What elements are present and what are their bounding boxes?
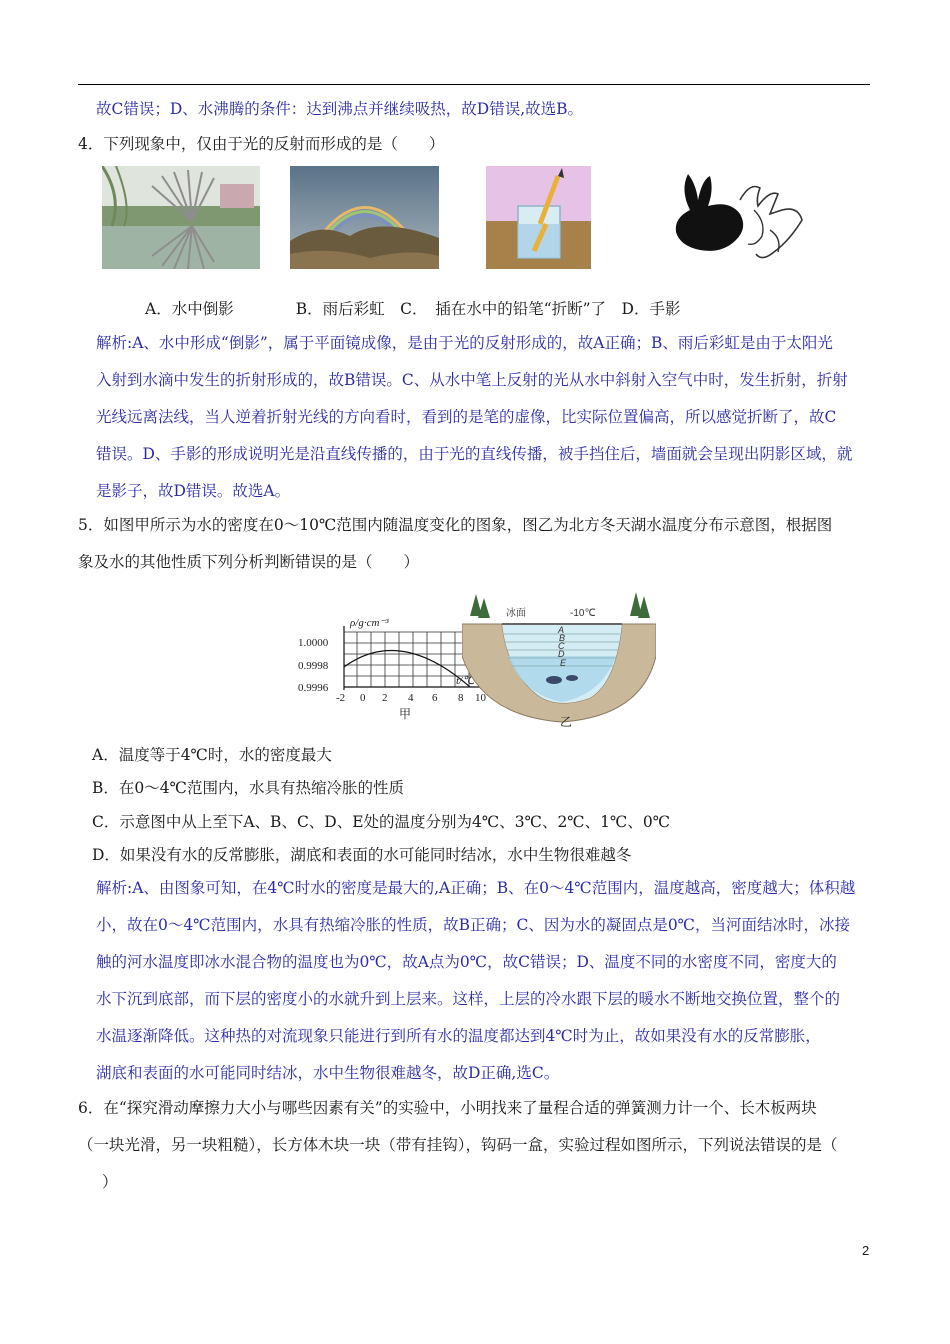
layer-label-e: E [560, 658, 567, 668]
layer-label-a: A [558, 625, 565, 635]
figure-caption-yi: 乙 [560, 715, 573, 728]
layer-label-b: B [559, 633, 566, 643]
q5-option-b: B．在0～4℃范围内，水具有热缩冷胀的性质 [92, 779, 404, 797]
air-temperature-label: -10℃ [570, 608, 596, 619]
header-rule [78, 84, 870, 85]
q5-explanation-line-2: 小，故在0～4℃范围内，水具有热缩冷胀的性质，故B正确；C、因为水的凝固点是0℃，当河面结冰时，冰接 [96, 916, 851, 934]
layer-label-d: D [558, 649, 565, 659]
ice-surface-label: 冰面 [506, 608, 526, 619]
q5-explanation-line-3: 触的河水温度即冰水混合物的温度也为0℃，故A点为0℃，故C错误；D、温度不同的水密度不同，密度大的 [96, 953, 837, 971]
q5-option-c: C．示意图中从上至下A、B、C、D、E处的温度分别为4℃、3℃、2℃、1℃、0℃ [92, 813, 671, 831]
q5-explanation-line-1: 解析:A、由图象可知，在4℃时水的密度是最大的,A正确；B、在0～4℃范围内，温度越高，密度越大；体积越 [96, 879, 856, 897]
q5-stem-line-2: 象及水的其他性质下列分析判断错误的是（ ） [78, 553, 420, 571]
q5-explanation-line-5: 水温逐渐降低。这种热的对流现象只能进行到所有水的温度都达到4℃时为止，故如果没有水的反常膨胀， [96, 1027, 821, 1045]
y-tick-1: 1.0000 [298, 637, 329, 649]
lake-temperature-diagram [462, 586, 656, 728]
y-tick-3: 0.9996 [298, 682, 329, 694]
q6-stem-line-1: 6．在“探究滑动摩擦力大小与哪些因素有关”的实验中，小明找来了量程合适的弹簧测力计一个、长木板两块 [78, 1099, 817, 1117]
y-tick-2: 0.9998 [298, 660, 329, 672]
prev-question-ending: 故C错误；D、水沸腾的条件：达到沸点并继续吸热，故D错误,故选B。 [96, 100, 584, 118]
q5-option-d: D．如果没有水的反常膨胀，湖底和表面的水可能同时结冰，水中生物很难越冬 [92, 846, 632, 864]
graph-y-axis-label: ρ/g·cm⁻³ [350, 617, 389, 629]
q5-option-a: A．温度等于4℃时，水的密度最大 [92, 746, 332, 764]
rainbow-photo [290, 166, 439, 269]
q4-explanation-line-3: 光线远离法线，当人逆着折射光线的方向看时，看到的是笔的虚像，比实际位置偏高，所以感觉折断了，故C [96, 408, 837, 426]
x-tick-1: -2 [336, 692, 346, 704]
q4-explanation-line-1: 解析:A、水中形成“倒影”，属于平面镜成像，是由于光的反射形成的，故A正确；B、雨后彩虹是由于太阳光 [96, 334, 833, 352]
q6-stem-line-3: ） [102, 1173, 118, 1191]
x-tick-5: 6 [432, 692, 438, 704]
q4-stem: 4．下列现象中，仅由于光的反射而形成的是（ ） [78, 135, 445, 153]
x-tick-7: 10 [475, 692, 486, 704]
fish-icon [546, 676, 562, 684]
q4-explanation-line-2: 入射到水滴中发生的折射形成的，故B错误。C、从水中笔上反射的光从水中斜射入空气中时，发生折射，折射 [96, 371, 848, 389]
q5-explanation-line-4: 水下沉到底部，而下层的密度小的水就升到上层来。这样，上层的冷水跟下层的暖水不断地交换位置，整个的 [96, 990, 841, 1008]
page-number: 2 [862, 1243, 870, 1258]
q4-options: A．水中倒影 B．雨后彩虹 C． 插在水中的铅笔“折断”了 D．手影 [145, 300, 681, 318]
q4-explanation-line-4: 错误。D、手影的形成说明光是沿直线传播的，由于光的直线传播，被手挡住后，墙面就会呈现出阴影区域，就 [96, 445, 853, 463]
x-tick-3: 2 [382, 692, 388, 704]
q5-explanation-line-6: 湖底和表面的水可能同时结冰，水中生物很难越冬，故D正确,选C。 [96, 1064, 560, 1082]
layer-label-c: C [558, 641, 565, 651]
hand-shadow-drawing [670, 170, 806, 268]
x-tick-6: 8 [458, 692, 464, 704]
x-tick-4: 4 [408, 692, 414, 704]
pencil-in-water-drawing [486, 166, 591, 269]
q6-stem-line-2: （一块光滑，另一块粗糙），长方体木块一块（带有挂钩），钩码一盒，实验过程如图所示，下列说法错误的是（ [78, 1136, 838, 1154]
q4-explanation-line-5: 是影子，故D错误。故选A。 [96, 482, 291, 500]
graph-x-axis-label: t/℃ [456, 675, 475, 687]
figure-caption-jia: 甲 [399, 707, 412, 721]
x-tick-2: 0 [360, 692, 366, 704]
q5-stem-line-1: 5．如图甲所示为水的密度在0～10℃范围内随温度变化的图象，图乙为北方冬天湖水温度分布示意图，根据图 [78, 516, 833, 534]
reflection-photo [102, 166, 260, 269]
